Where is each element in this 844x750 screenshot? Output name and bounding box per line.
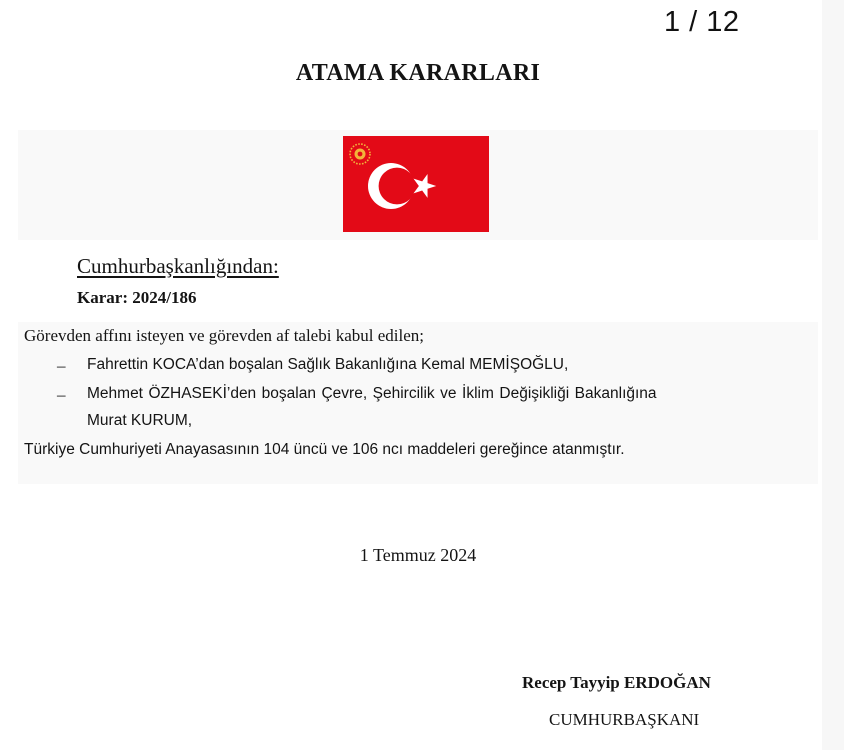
appointment-item-continued: Murat KURUM, xyxy=(87,412,193,429)
closing-line: Türkiye Cumhuriyeti Anayasasının 104 üncü ve 106 ncı maddeleri gereğince atanmıştır. xyxy=(24,441,625,458)
list-dash: – xyxy=(57,385,66,404)
list-dash: – xyxy=(57,356,66,375)
page-counter: 1 / 12 xyxy=(664,6,740,38)
decision-number: Karar: 2024/186 xyxy=(77,288,197,307)
flag-field xyxy=(343,136,489,232)
signer-title: CUMHURBAŞKANI xyxy=(549,710,700,729)
scrollbar-track xyxy=(822,0,844,750)
crescent-inner xyxy=(379,168,416,205)
date-text: 1 Temmuz 2024 xyxy=(359,545,477,565)
appointment-item xyxy=(87,356,568,374)
text-band xyxy=(18,322,818,484)
signer-name: Recep Tayyip ERDOĞAN xyxy=(522,673,711,692)
intro-line: Görevden affını isteyen ve görevden af talebi kabul edilen; xyxy=(24,326,424,345)
turkish-flag-icon xyxy=(343,136,489,232)
issuing-authority: Cumhurbaşkanlığından: xyxy=(77,254,279,278)
decision-date xyxy=(0,545,836,566)
appointment-item: Mehmet ÖZHASEKİ’den boşalan Çevre, Şehircilik ve İklim Değişikliği Bakanlığına xyxy=(87,385,657,402)
appointment-text: Fahrettin KOCA’dan boşalan Sağlık Bakanlığına Kemal MEMİŞOĞLU, xyxy=(87,356,569,373)
document-title: ATAMA KARARLARI xyxy=(295,60,541,86)
